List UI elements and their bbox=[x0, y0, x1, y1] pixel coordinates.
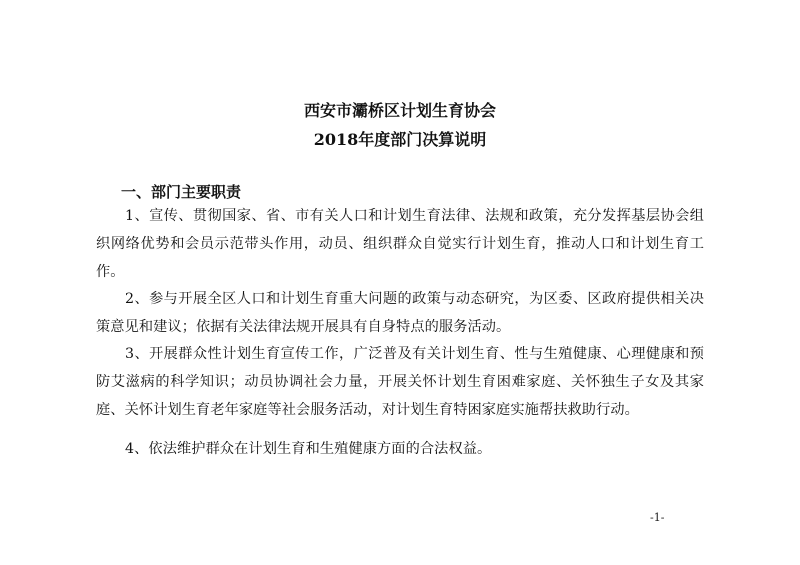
page-number: -1- bbox=[650, 511, 665, 524]
paragraph-4: 4、依法维护群众在计划生育和生殖健康方面的合法权益。 bbox=[125, 441, 492, 457]
paragraph-3: 3、开展群众性计划生育宣传工作，广泛普及有关计划生育、性与生殖健康、心理健康和预防艾滋病的科学知识；动员协调社会力量，开展关怀计划生育困难家庭、关怀独生子女及其家庭、关怀计划生育老年家庭等社会服务活动，对计划生育特困家庭实施帮扶救助行动。 bbox=[96, 346, 704, 418]
paragraph-1: 1、宣传、贯彻国家、省、市有关人口和计划生育法律、法规和政策，充分发挥基层协会组织网络优势和会员示范带头作用，动员、组织群众自觉实行计划生育，推动人口和计划生育工作。 bbox=[96, 208, 704, 280]
document-title: 西安市灞桥区计划生育协会 bbox=[303, 101, 496, 120]
paragraph-2: 2、参与开展全区人口和计划生育重大问题的政策与动态研究，为区委、区政府提供相关决策意见和建议；依据有关法律法规开展具有自身特点的服务活动。 bbox=[96, 291, 704, 335]
section-heading: 一、部门主要职责 bbox=[121, 183, 242, 201]
document-subtitle: 2018年度部门决算说明 bbox=[313, 130, 487, 149]
